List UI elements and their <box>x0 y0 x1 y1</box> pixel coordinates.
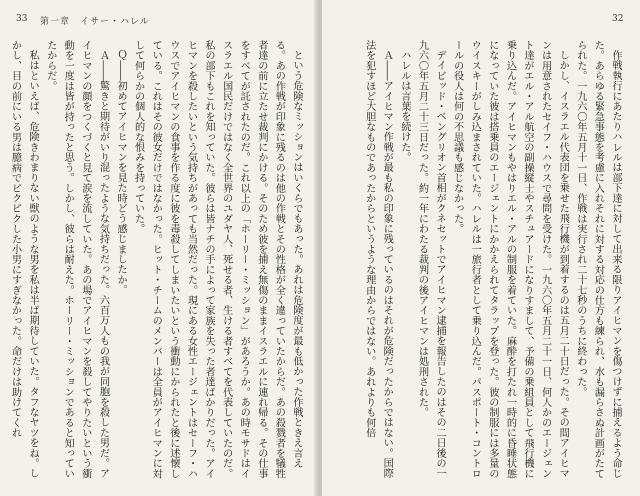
right-page-number: 32 <box>612 14 624 24</box>
right-page-text <box>344 40 624 480</box>
paragraph: ハレルは言葉を続けた。 <box>398 50 410 163</box>
left-page-text <box>9 40 305 480</box>
left-page-number: 33 <box>16 14 28 24</box>
running-head: 第一章 イサー・ハレル <box>40 17 150 27</box>
paragraph: デイビッド・ベングリオン首相がクネセットでアイヒマン逮捕を報告したのはその二日後の一九六〇年五月二十三日だった。約一年にわたる裁判の後アイヒマンは処刑された。 <box>416 40 446 479</box>
paragraph: という危険なミッションはいくらでもあった。あれは危険度が最も低かった作戦ときえ言える。あの作戦が印象に残るのは他の作戦とその性格が全く違っていたからだ。あの殺戮者を犠牲者達の前に立たせ裁判にかける。そのため彼を捕え無傷のままイスラエルに連れ帰る。その仕事をすべてが託されたのだ。これ以上の「ホーリー・ミッション」があろうか。あの時モサドはイスラエル国民だけではなく全世界のユダヤ人、死せる者、生ける者すべてを代表していたのだ。私の部下もこれを知っていた。彼らは皆ナチの手によって家族を失った者達ばかりだった。アイヒマンを殺したいという気持ちがあっても当然だった。現にある女性エージェントはセーフ・ハウスでアイヒマンの食事を作る度に彼を毒殺してしまいたいという衝動にかられたと後に述懐している。これはその彼女だけではなかった。ヒット・チームのメンバーは全員がアイヒマンに対して何らかの個人的な恨みを持っていた。 <box>132 40 302 479</box>
paragraph: しかし、イスラエル代表団を乗せた飛行機が到着するのは五月二十日だった。その間アイヒマンは用意されたセイフ・ハウスで尋問を受けた。一九六〇年五月二十一日、何人かのエージェント達がエル・アル航空の副操縦士やスチュアードになりすまして、予備の乗組員として飛行機に乗り込んだ。アイヒマンもやはりエル・アルの制服を着ていた。麻酔を打たれ一時的に昏睡状態になっていた彼は搭乗員のエージェントにかかえられてタラップを登った。彼の制服には多量のウイスキーがしみ込まされていた。ハレルは一旅行者として乗り込んだ。パスポート・コントロールの役人は何の不思議も感じなかった。 <box>451 40 569 479</box>
paragraph: 私はといえば、危険きわまりない獣のような男を私は半ば期待していた。タフなヤツをね。しかし、目の前にいる男は臆病でピクピクした小男にすぎなかった。命だけは助けてくれ <box>9 40 39 479</box>
paragraph: 作戦執行にあたりハレルは部下達に対して出来る限りアイヒマンを傷つけずに捕えるよう命じた。あらゆる緊急事態を考慮に入れそれに対する対応の仕方も練られ、水も漏らさぬ計画がたてられた。一九六〇年五月十一日、作戦は実行され二十七秒のうちに終わった。 <box>574 40 621 479</box>
left-page <box>0 0 318 496</box>
paragraph: Ａ――驚きと期待がいり混ったような気持ちだった。六百万人もの我が同胞を殺した男だ。アイヒマンの顔をつくづくと見て涙を流していた。あの場でアイヒマンを殺してやりたいという衝動を一度は皆が持ったと思う。しかし、彼らは耐えた。ホーリー・ミッションであると知っていたからだ。 <box>44 40 109 479</box>
paragraph: Ａ――アイヒマン作戦が最も私の印象に残っているのはそれが危険だったからではない。国際法を犯すほど大胆なものであったからというような理由からではない。あれよりも何倍 <box>363 40 393 479</box>
paragraph: Ｑ――初めてアイヒマンを見た時どう感じましたか。 <box>115 50 127 295</box>
